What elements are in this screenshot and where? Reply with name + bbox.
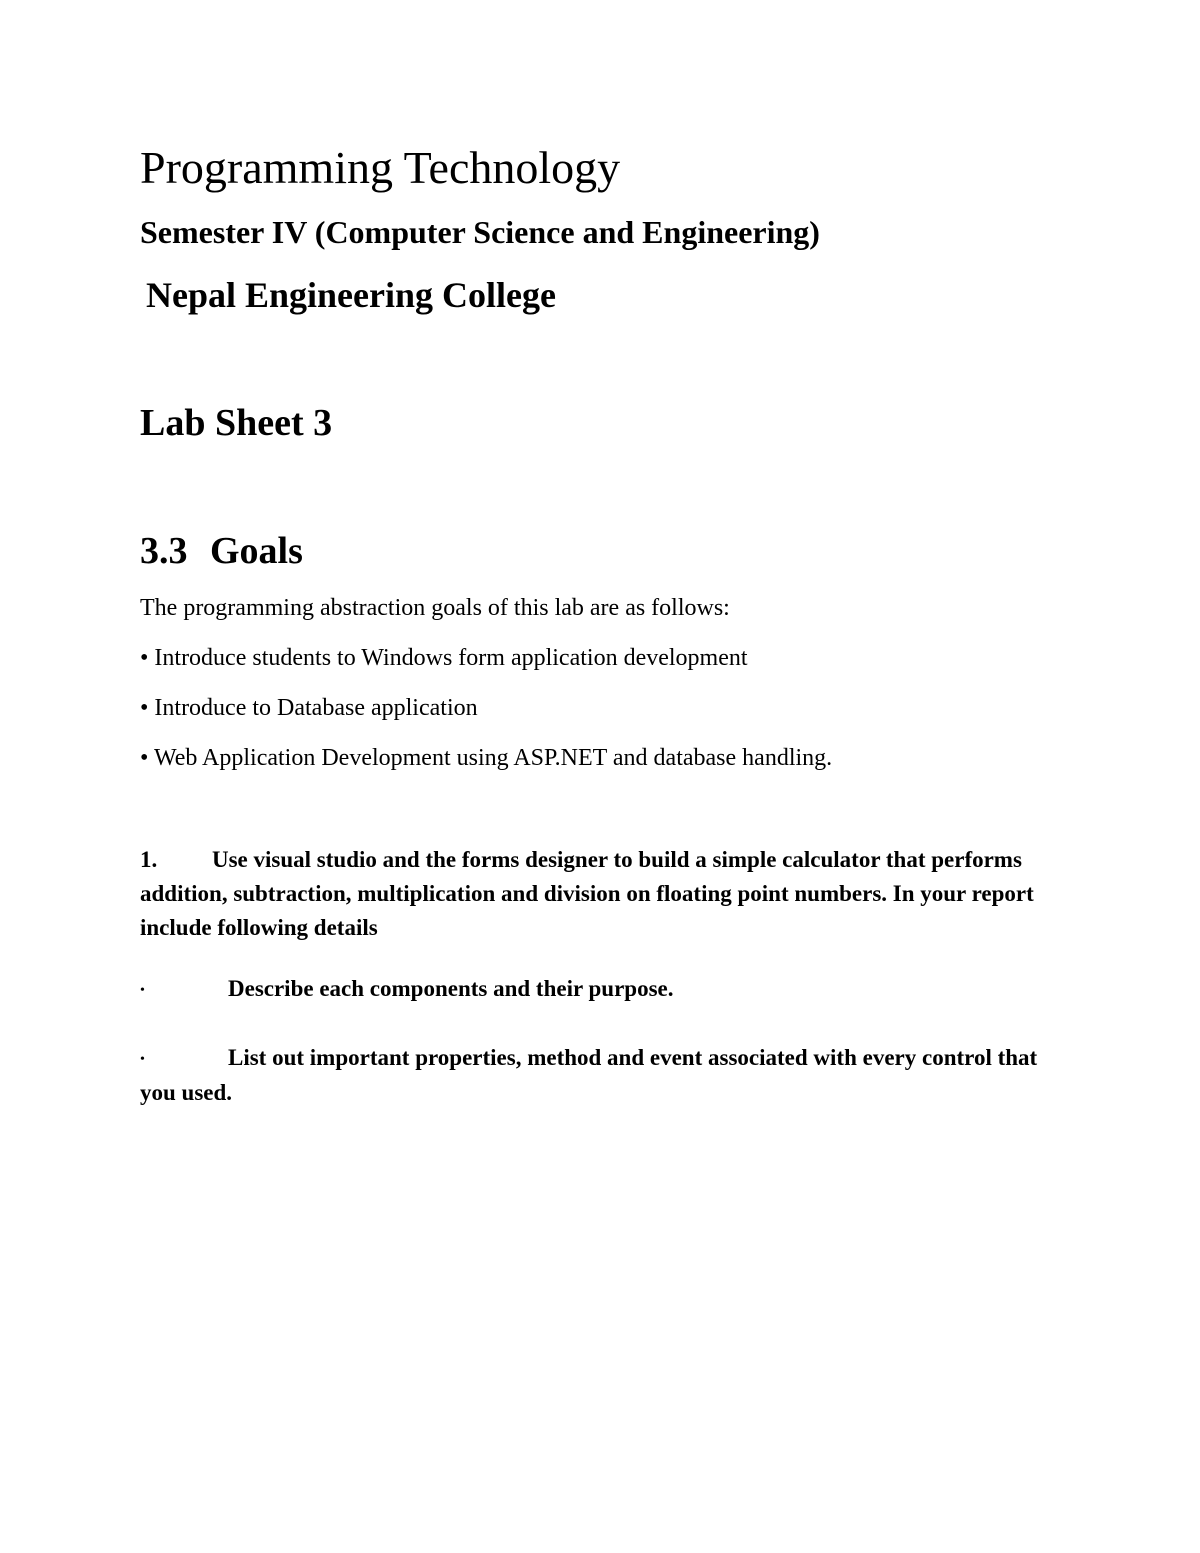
bullet-icon: • <box>140 1052 145 1068</box>
goal-item: • Web Application Development using ASP.NET and database handling. <box>140 745 833 771</box>
question-1 <box>140 843 1060 945</box>
document-title: Programming Technology <box>140 142 621 193</box>
goals-section-title: Goals <box>210 530 303 572</box>
goal-item: • Introduce to Database application <box>140 695 478 721</box>
question-text: Use visual studio and the forms designer to build a simple calculator that performs addition, subtraction, multiplication and division on floating point numbers. In your report include following details <box>140 847 1034 940</box>
bullet-icon: • <box>140 983 145 999</box>
semester-line: Semester IV (Computer Science and Engineering) <box>140 214 820 250</box>
question-number: 1. <box>140 847 158 872</box>
lab-sheet-heading: Lab Sheet 3 <box>140 402 333 444</box>
detail-text: Describe each components and their purpose. <box>228 976 674 1001</box>
goals-heading <box>140 528 303 574</box>
detail-text: List out important properties, method and event associated with every control that you used. <box>140 1045 1038 1106</box>
goals-section-number: 3.3 <box>140 530 188 572</box>
goals-intro: The programming abstraction goals of this lab are as follows: <box>140 595 730 621</box>
college-name: Nepal Engineering College <box>146 275 556 315</box>
goal-item: • Introduce students to Windows form application development <box>140 645 748 671</box>
detail-item <box>140 972 1060 1007</box>
detail-item <box>140 1041 1060 1109</box>
